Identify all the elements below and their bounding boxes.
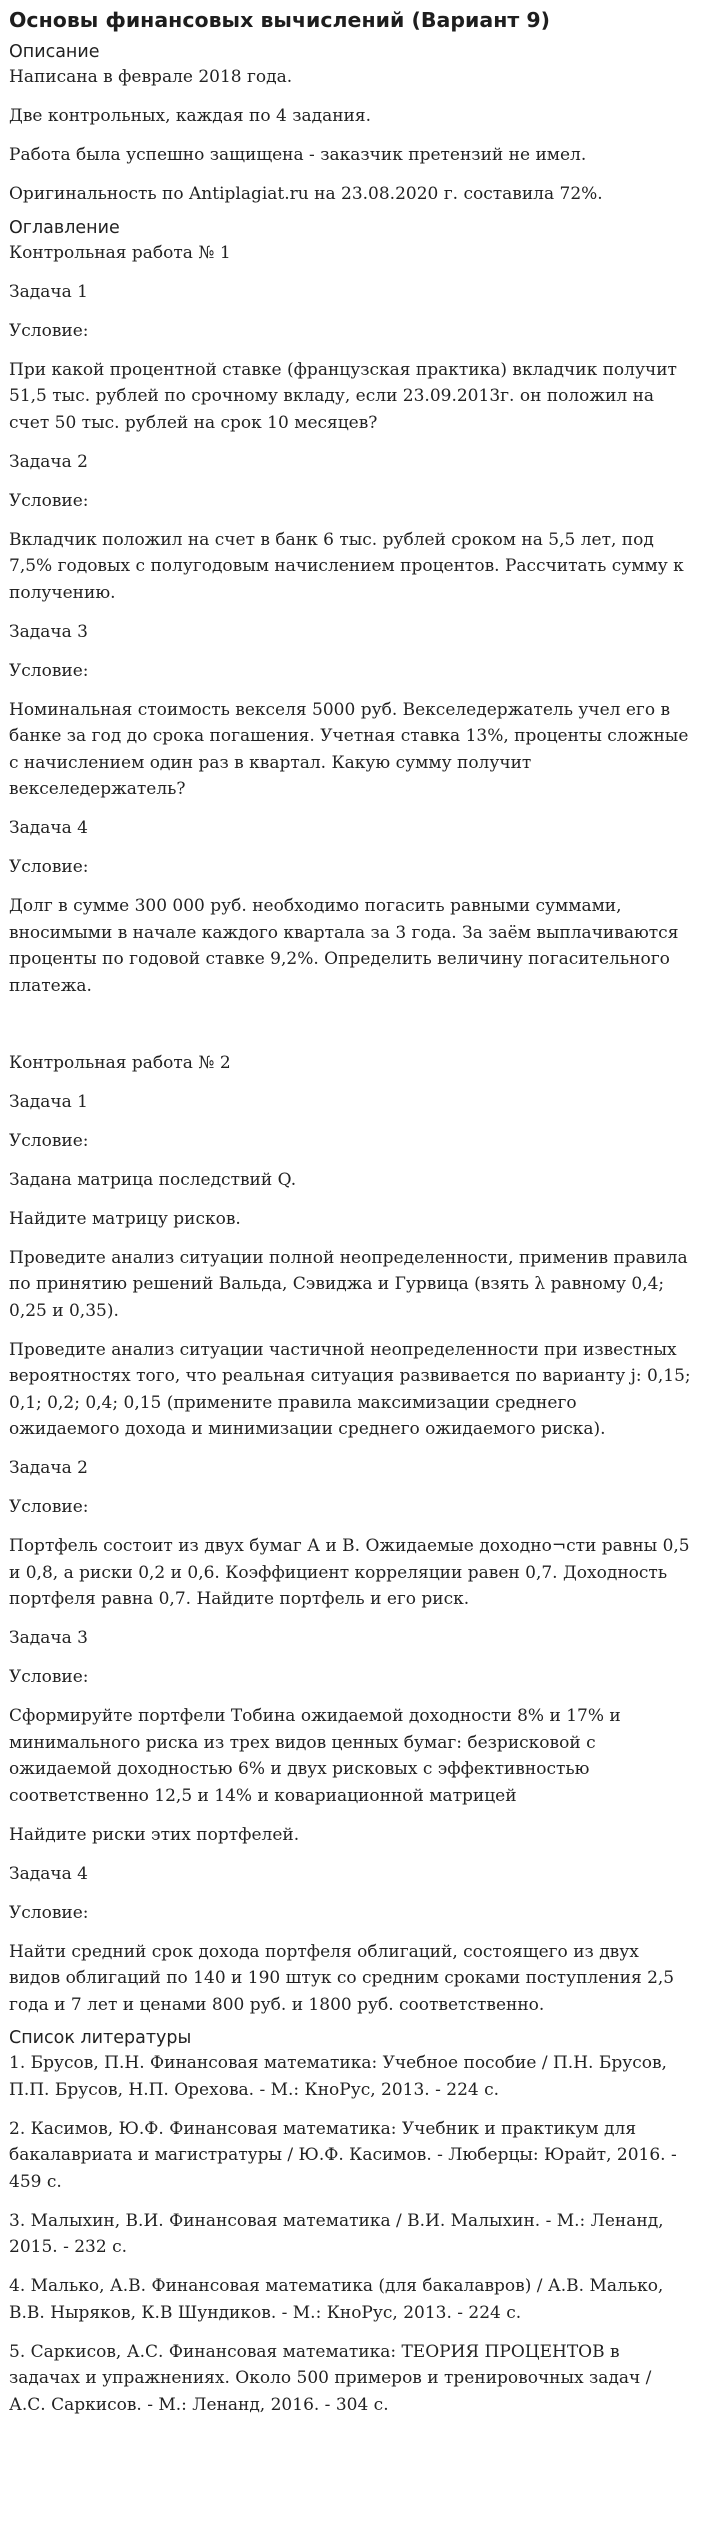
task-label: Задача 3	[9, 1628, 88, 1648]
task-text: Найдите риски этих портфелей.	[9, 1824, 300, 1845]
task-text: Вкладчик положил на счет в банк 6 тыс. рублей сроком на 5,5 лет, под 7,5% годовых с полугодовым начислением процентов. Рассчитать сумму к получению.	[9, 529, 684, 603]
description-line: Оригинальность по Antiplagiat.ru на 23.08.2020 г. составила 72%.	[9, 184, 603, 204]
task-condition: Условие:	[9, 1130, 89, 1151]
task-text: Проведите анализ ситуации частичной неопределенности при известных вероятностях того, что реальная ситуация развивается по варианту j: 0,15; 0,1; 0,2; 0,4; 0,15 (примените правила максимизации среднего ожидаемого дохода и минимизации среднего ожидаемого риска).	[9, 1339, 691, 1439]
task-condition: Условие:	[9, 1667, 89, 1687]
bibliography-item: 5. Саркисов, А.С. Финансовая математика: ТЕОРИЯ ПРОЦЕНТОВ в задачах и упражнениях. Около 500 примеров и тренировочных задач / А.С. Саркисов. - М.: Ленанд, 2016. - 304 c.	[9, 2341, 652, 2415]
task-label: Задача 3	[9, 621, 88, 642]
contents-heading: Оглавление	[9, 217, 120, 238]
task-condition: Условие:	[9, 857, 89, 877]
task-label: Задача 2	[9, 451, 88, 472]
task-condition: Условие:	[9, 1497, 89, 1517]
description-heading: Описание	[9, 42, 100, 62]
task-text: Номинальная стоимость векселя 5000 руб. Векселедержатель учел его в банке за год до срока погашения. Учетная ставка 13%, проценты сложные с начислением один раз в квартал. Какую сумму получит векселедержатель?	[9, 699, 689, 799]
task-label: Задача 4	[9, 1863, 88, 1884]
task-text: При какой процентной ставке (французская практика) вкладчик получит 51,5 тыс. рублей по срочному вкладу, если 23.09.2013г. он положил на счет 50 тыс. рублей на срок 10 месяцев?	[9, 359, 677, 433]
bibliography-item: 2. Касимов, Ю.Ф. Финансовая математика: Учебник и практикум для бакалавриата и магистратуры / Ю.Ф. Касимов. - Люберцы: Юрайт, 2016. - 459 c.	[9, 2118, 677, 2192]
task-text: Долг в сумме 300 000 руб. необходимо погасить равными суммами, вносимыми в начале каждого квартала за 3 года. За заём выплачиваются проценты по годовой ставке 9,2%. Определить величину погасительного платежа.	[9, 896, 679, 996]
task-text: Найдите матрицу рисков.	[9, 1208, 241, 1229]
work-title: Контрольная работа № 1	[9, 242, 231, 263]
bibliography-item: 3. Малыхин, В.И. Финансовая математика / В.И. Малыхин. - М.: Ленанд, 2015. - 232 c.	[9, 2210, 664, 2257]
task-label: Задача 1	[9, 1091, 88, 1112]
task-condition: Условие:	[9, 490, 89, 511]
bibliography-item: 4. Малько, А.В. Финансовая математика (для бакалавров) / А.В. Малько, В.В. Ныряков, К.В Шундиков. - М.: КноРус, 2013. - 224 c.	[9, 2276, 664, 2323]
task-label: Задача 2	[9, 1458, 88, 1478]
task-condition: Условие:	[9, 1902, 89, 1923]
task-text: Задана матрица последствий Q.	[9, 1169, 297, 1190]
bibliography-item: 1. Брусов, П.Н. Финансовая математика: Учебное пособие / П.Н. Брусов, П.П. Брусов, Н.П. Орехова. - М.: КноРус, 2013. - 224 c.	[9, 2053, 667, 2100]
description-line: Работа была успешно защищена - заказчик претензий не имел.	[9, 145, 587, 165]
bibliography-heading: Список литературы	[9, 2028, 192, 2048]
task-condition: Условие:	[9, 320, 89, 341]
page-title: Основы финансовых вычислений (Вариант 9)	[9, 8, 551, 32]
work-title: Контрольная работа № 2	[9, 1052, 231, 1073]
task-text: Сформируйте портфели Тобина ожидаемой доходности 8% и 17% и минимального риска из трех видов ценных бумаг: безрисковой с ожидаемой доходностью 6% и двух рисковых с эффективностью соответственно 12,5 и 14% и ковариационной матрицей	[9, 1706, 621, 1806]
task-condition: Условие:	[9, 660, 89, 681]
task-label: Задача 4	[9, 818, 88, 838]
spacer	[9, 1012, 691, 1050]
description-line: Две контрольных, каждая по 4 задания.	[9, 106, 371, 126]
description-line: Написана в феврале 2018 года.	[9, 67, 293, 87]
task-label: Задача 1	[9, 281, 88, 302]
task-text: Проведите анализ ситуации полной неопределенности, применив правила по принятию решений Вальда, Сэвиджа и Гурвица (взять λ равному 0,4; 0,25 и 0,35).	[9, 1247, 688, 1321]
task-text: Найти средний срок дохода портфеля облигаций, состоящего из двух видов облигаций по 140 и 190 штук со средним сроками поступления 2,5 года и 7 лет и ценами 800 руб. и 1800 руб. соответственно.	[9, 1941, 675, 2015]
task-text: Портфель состоит из двух бумаг А и В. Ожидаемые доходно¬сти равны 0,5 и 0,8, а риски 0,2 и 0,6. Коэффициент корреляции равен 0,7. Доходность портфеля равна 0,7. Найдите портфель и его риск.	[9, 1536, 690, 1609]
